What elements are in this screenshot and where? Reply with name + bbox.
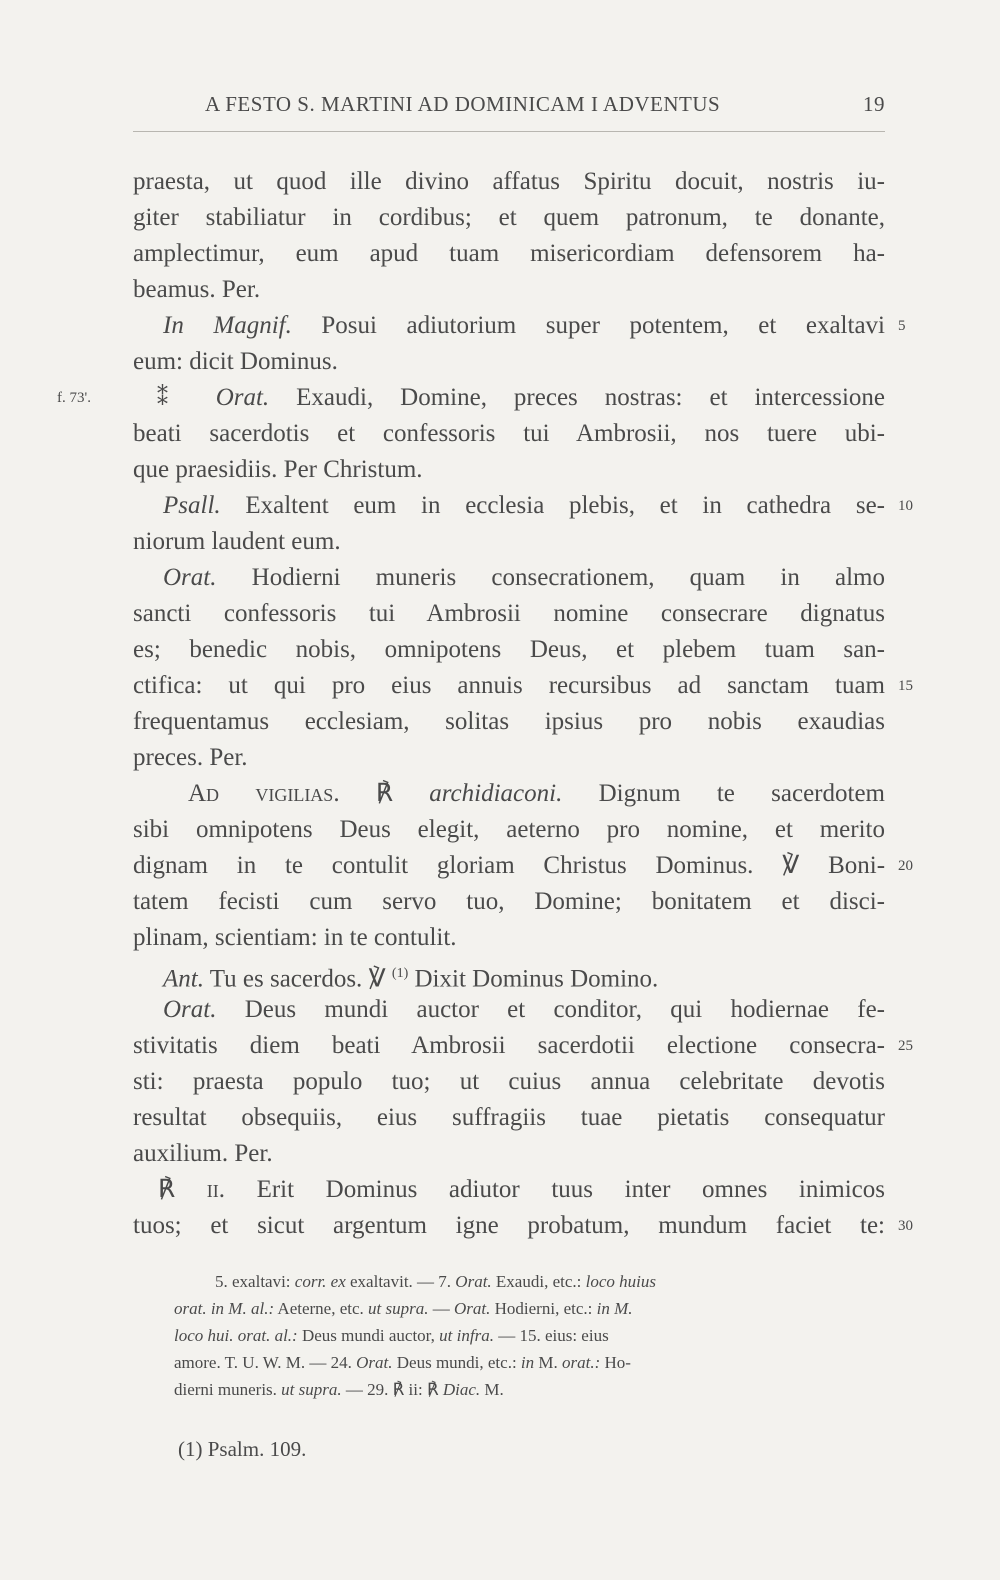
rubric: Orat. bbox=[215, 384, 270, 411]
cross-icon: ⁑ bbox=[157, 385, 189, 410]
text-line: giter stabiliatur in cordibus; et quem patronum, te donante, bbox=[133, 204, 885, 231]
running-title: A FESTO S. MARTINI AD DOMINICAM I ADVENTUS bbox=[205, 92, 721, 116]
text-line bbox=[163, 956, 885, 992]
text-line: beamus. Per. bbox=[133, 276, 261, 303]
footnote-ref: (1) bbox=[391, 966, 409, 981]
text-line bbox=[158, 1172, 885, 1208]
footnote: (1) Psalm. 109. bbox=[178, 1437, 307, 1461]
text-line bbox=[163, 992, 885, 1028]
line-text: Hodierni muneris consecrationem, quam in almo bbox=[216, 564, 885, 591]
header-rule bbox=[133, 131, 885, 132]
note-italic: ut supra. bbox=[368, 1299, 429, 1318]
note-text: Deus mundi, etc.: bbox=[392, 1353, 521, 1372]
note-italic: Orat. bbox=[454, 1299, 491, 1318]
line-text: Deus mundi auctor et conditor, qui hodiernae fe- bbox=[216, 996, 885, 1023]
line-text: Tu es sacerdos. bbox=[203, 965, 363, 993]
note-italic: in M. bbox=[596, 1299, 633, 1318]
line-text: Posui adiutorium super potentem, et exaltavi bbox=[291, 312, 885, 339]
text-line: stivitatis diem beati Ambrosii sacerdotii electione consecra- bbox=[133, 1032, 885, 1059]
text-line: resultat obsequiis, eius suffragiis tuae pietatis consequatur bbox=[133, 1104, 885, 1131]
versicle-icon: ℣ bbox=[782, 852, 800, 879]
text-line bbox=[163, 308, 885, 344]
note-text: amore. T. U. W. M. — 24. bbox=[174, 1353, 357, 1372]
note-italic: in bbox=[520, 1353, 535, 1372]
text-line bbox=[157, 380, 885, 416]
note-text: M. bbox=[480, 1380, 504, 1399]
text-line: tuos; et sicut argentum igne probatum, mundum faciet te: bbox=[133, 1212, 885, 1239]
apparatus-line bbox=[174, 1295, 885, 1322]
section-heading: ii. bbox=[206, 1176, 225, 1203]
rubric: Orat. bbox=[163, 996, 217, 1023]
rubric: Psall. bbox=[163, 492, 221, 519]
note-text: Exaudi, etc.: bbox=[491, 1272, 586, 1291]
rubric: Ant. bbox=[163, 965, 204, 993]
line-number: 15 bbox=[898, 678, 913, 694]
apparatus-line bbox=[174, 1349, 885, 1376]
note-text: Deus mundi auctor, bbox=[297, 1326, 440, 1345]
note-italic: ut infra. bbox=[439, 1326, 494, 1345]
response-icon: ℟ bbox=[375, 780, 393, 807]
line-text: Boni- bbox=[799, 852, 886, 879]
text-line: es; benedic nobis, omnipotens Deus, et plebem tuam san- bbox=[133, 636, 885, 663]
apparatus-line bbox=[174, 1322, 885, 1349]
text-line: praesta, ut quod ille divino affatus Spiritu docuit, nostris iu- bbox=[133, 168, 885, 195]
line-number: 30 bbox=[898, 1218, 913, 1234]
note-text: M. bbox=[534, 1353, 563, 1372]
note-italic: ut supra. bbox=[281, 1380, 342, 1399]
text-line: que praesidiis. Per Christum. bbox=[133, 456, 423, 483]
note-text: dierni muneris. bbox=[174, 1380, 282, 1399]
note-text: 5. exaltavi: bbox=[215, 1272, 295, 1291]
line-text: Dignum te sacerdotem bbox=[562, 780, 885, 807]
line-number: 5 bbox=[898, 318, 906, 334]
note-italic: loco hui. orat. al.: bbox=[174, 1326, 298, 1345]
note-text: exaltavit. — 7. bbox=[345, 1272, 456, 1291]
section-heading: Ad vigilias. bbox=[188, 780, 340, 807]
line-text: dignam in te contulit gloriam Christus Dominus. bbox=[133, 852, 754, 879]
text-line: frequentamus ecclesiam, solitas ipsius pro nobis exaudias bbox=[133, 708, 885, 735]
note-text: — bbox=[428, 1299, 455, 1318]
text-line: tatem fecisti cum servo tuo, Domine; bonitatem et disci- bbox=[133, 888, 885, 915]
text-line: amplectimur, eum apud tuam misericordiam defensorem ha- bbox=[133, 240, 885, 267]
apparatus-line bbox=[215, 1268, 885, 1295]
line-text: Exaudi, Domine, preces nostras: et intercessione bbox=[269, 384, 885, 411]
line-number: 25 bbox=[898, 1038, 913, 1054]
note-italic: Diac. bbox=[442, 1380, 481, 1399]
note-italic: Orat. bbox=[455, 1272, 492, 1291]
folio-marker: f. 73'. bbox=[57, 390, 91, 406]
response-icon: ℟ bbox=[158, 1176, 176, 1203]
rubric: Orat. bbox=[163, 564, 217, 591]
note-text: Hodierni, etc.: bbox=[490, 1299, 597, 1318]
text-line: sti: praesta populo tuo; ut cuius annua celebritate devotis bbox=[133, 1068, 885, 1095]
rubric: archidiaconi. bbox=[429, 780, 563, 807]
text-line bbox=[163, 488, 885, 524]
text-line: plinam, scientiam: in te contulit. bbox=[133, 924, 457, 951]
text-line bbox=[188, 776, 885, 812]
line-text: Dixit Dominus Domino. bbox=[408, 965, 659, 993]
line-number: 10 bbox=[898, 498, 913, 514]
text-line: auxilium. Per. bbox=[133, 1140, 273, 1167]
note-text: Aeterne, etc. bbox=[274, 1299, 369, 1318]
note-italic: Orat. bbox=[356, 1353, 393, 1372]
text-line: sancti confessoris tui Ambrosii nomine consecrare dignatus bbox=[133, 600, 885, 627]
rubric: In Magnif. bbox=[163, 312, 292, 339]
note-italic: orat. in M. al.: bbox=[174, 1299, 275, 1318]
line-text: Exaltent eum in ecclesia plebis, et in cathedra se- bbox=[220, 492, 885, 519]
text-line: niorum laudent eum. bbox=[133, 528, 341, 555]
page-number: 19 bbox=[863, 92, 885, 116]
note-text: — 15. eius: eius bbox=[493, 1326, 609, 1345]
text-line: preces. Per. bbox=[133, 744, 248, 771]
line-text: Erit Dominus adiutor tuus inter omnes inimicos bbox=[224, 1176, 886, 1203]
note-italic: orat.: bbox=[562, 1353, 601, 1372]
text-line: eum: dicit Dominus. bbox=[133, 348, 338, 375]
apparatus-line bbox=[174, 1376, 885, 1403]
text-line: beati sacerdotis et confessoris tui Ambrosii, nos tuere ubi- bbox=[133, 420, 885, 447]
note-text: — 29. ℟ ii: ℟ bbox=[341, 1380, 443, 1399]
note-italic: corr. ex bbox=[294, 1272, 346, 1291]
text-line: sibi omnipotens Deus elegit, aeterno pro nomine, et merito bbox=[133, 816, 885, 843]
note-italic: loco huius bbox=[585, 1272, 656, 1291]
note-text: Ho- bbox=[600, 1353, 631, 1372]
text-line bbox=[133, 848, 885, 884]
versicle-icon: ℣ bbox=[368, 965, 386, 993]
text-line bbox=[163, 560, 885, 596]
line-number: 20 bbox=[898, 858, 913, 874]
text-line: ctifica: ut qui pro eius annuis recursibus ad sanctam tuam bbox=[133, 672, 885, 699]
